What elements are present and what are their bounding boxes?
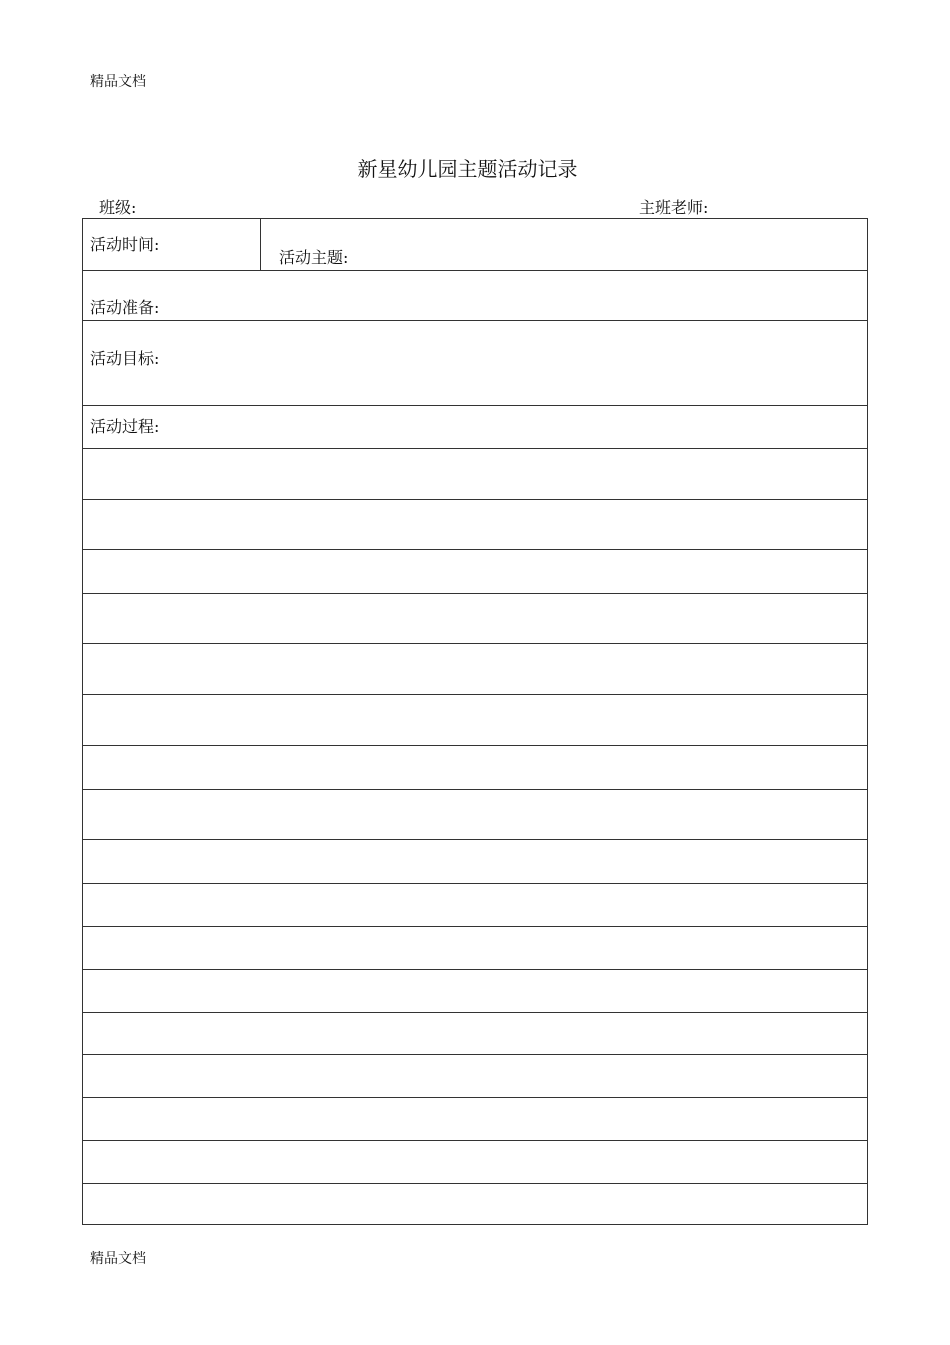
blank-line bbox=[83, 448, 867, 449]
head-teacher-label: 主班老师: bbox=[639, 198, 709, 217]
blank-line bbox=[83, 1054, 867, 1055]
document-title: 新星幼儿园主题活动记录 bbox=[357, 157, 578, 181]
blank-line bbox=[83, 549, 867, 550]
activity-preparation-label: 活动准备: bbox=[90, 298, 160, 317]
footer-watermark-text: 精品文档 bbox=[90, 1251, 146, 1267]
blank-line bbox=[83, 789, 867, 790]
blank-line bbox=[83, 1183, 867, 1184]
cell-divider bbox=[260, 219, 261, 270]
blank-line bbox=[83, 926, 867, 927]
blank-line bbox=[83, 969, 867, 970]
blank-line bbox=[83, 1140, 867, 1141]
activity-theme-label: 活动主题: bbox=[279, 248, 349, 267]
blank-line bbox=[83, 593, 867, 594]
activity-record-form bbox=[82, 218, 868, 1225]
header-watermark-text: 精品文档 bbox=[90, 74, 146, 90]
blank-line bbox=[83, 643, 867, 644]
time-theme-row bbox=[83, 219, 867, 270]
preparation-row bbox=[83, 270, 867, 320]
blank-line bbox=[83, 499, 867, 500]
blank-line bbox=[83, 1097, 867, 1098]
process-row bbox=[83, 405, 867, 448]
activity-goal-label: 活动目标: bbox=[90, 349, 160, 368]
blank-line bbox=[83, 1012, 867, 1013]
blank-line bbox=[83, 839, 867, 840]
blank-line bbox=[83, 694, 867, 695]
goal-row bbox=[83, 320, 867, 405]
activity-time-label: 活动时间: bbox=[90, 235, 160, 254]
blank-line bbox=[83, 745, 867, 746]
activity-process-label: 活动过程: bbox=[90, 417, 160, 436]
class-label: 班级: bbox=[99, 198, 137, 217]
blank-line bbox=[83, 883, 867, 884]
